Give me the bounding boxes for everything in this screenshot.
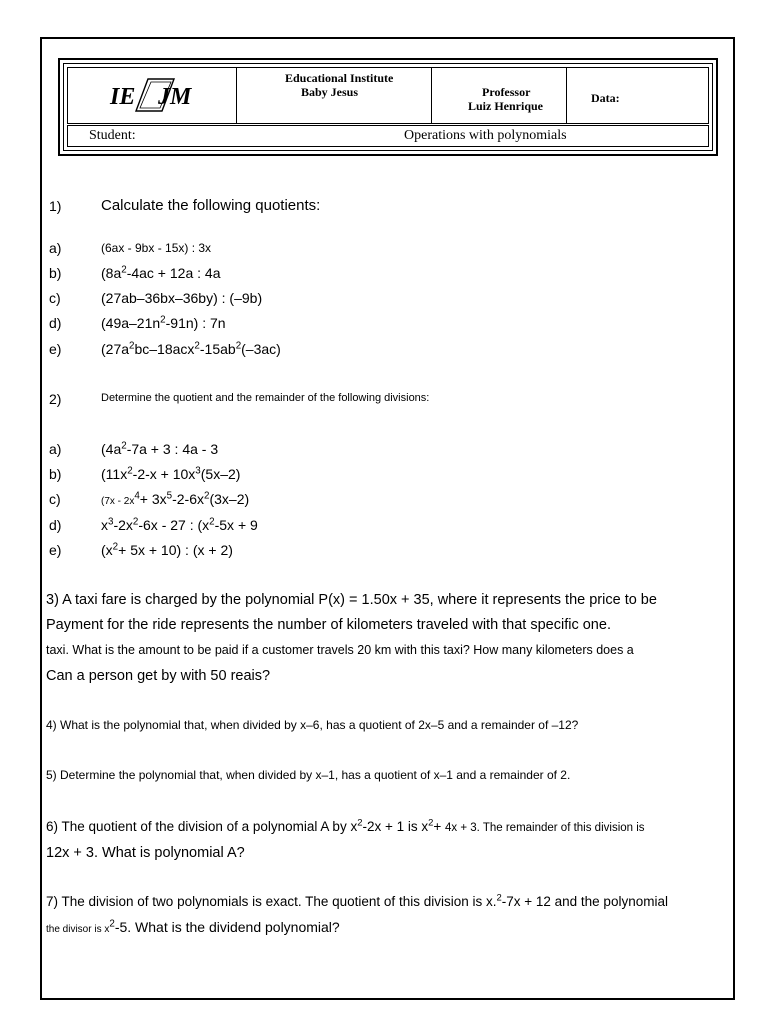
- subject-title: Operations with polynomials: [404, 128, 567, 143]
- q1-prompt: Calculate the following quotients:: [101, 197, 321, 214]
- q2-c-label: c): [49, 491, 61, 507]
- q5-text: 5) Determine the polynomial that, when divided by x–1, has a quotient of x–1 and a remainder of 2.: [46, 768, 571, 782]
- institute-line2: Baby Jesus: [301, 85, 359, 99]
- q2-c-expr: ($7x - 2x^4+ 3x^5-2-6x^2(3x-2)$: [101, 490, 250, 507]
- student-row: [67, 125, 709, 147]
- q3-line2: Payment for the ride represents the number of kilometers traveled with that specific one.: [46, 617, 611, 633]
- q7-line2: the divisor is $x^2-5$. What is the dividend polynomial?: [46, 918, 340, 935]
- q2-number: 2): [49, 391, 62, 407]
- q2-prompt: Determine the quotient and the remainder of the following divisions:: [101, 392, 430, 404]
- q1-number: 1): [49, 198, 62, 214]
- q2-a-label: a): [49, 441, 62, 457]
- q2-b-label: b): [49, 466, 62, 482]
- q7-line1: 7) The division of two polynomials is exact. The quotient of this division is x.$^2$-7x + 12 and the polynomial: [46, 892, 668, 909]
- professor-cell: [431, 67, 567, 124]
- q1-d-expr: $(49a-21n^2-91n)$ : 7n: [101, 314, 226, 331]
- professor-label: Professor: [482, 85, 531, 99]
- q1-b-label: b): [49, 265, 62, 281]
- q2-b-expr: ($11x^2-2-x + 10x^3(5x-2)$: [101, 465, 241, 482]
- q1-e-expr: ($27a^2bc-18acx^2-15ab^2(-3ac)$: [101, 340, 281, 357]
- svg-text:IE: IE: [110, 84, 136, 110]
- q3-line3: taxi. What is the amount to be paid if a customer travels 20 km with this taxi? How many kilometers does a: [46, 643, 634, 657]
- date-cell: [566, 67, 709, 124]
- q3-line4: Can a person get by with 50 reais?: [46, 668, 271, 684]
- q1-d-label: d): [49, 315, 62, 331]
- q2-a-expr: ($4a^2-7a + 3$ : 4a - 3: [101, 440, 219, 457]
- institute-line1: Educational Institute: [285, 71, 394, 85]
- q2-d-expr: $x^3-2x^2-6x - 27$ : ($x^2-5x + 9$: [101, 516, 258, 533]
- q6-line2: 12x + 3. What is polynomial A?: [46, 845, 245, 861]
- q2-d-label: d): [49, 517, 62, 533]
- q6-line1: 6) The quotient of the division of a polynomial A by $x^2-2x + 1$ is $x^2+ 4x + 3$. The remainder of this division is: [46, 817, 645, 834]
- professor-name: Luiz Henrique: [468, 99, 544, 113]
- date-label: Data:: [591, 91, 620, 105]
- q4-text: 4) What is the polynomial that, when divided by x–6, has a quotient of 2x–5 and a remainder of –12?: [46, 718, 579, 732]
- q1-c-label: c): [49, 290, 61, 306]
- svg-text:JM: JM: [158, 84, 192, 110]
- q1-a-label: a): [49, 240, 62, 256]
- student-label: Student:: [89, 128, 136, 143]
- q1-e-label: e): [49, 341, 62, 357]
- q2-e-expr: $(x^2+ 5x + 10)$ : (x + 2): [101, 541, 233, 558]
- q3-line1: 3) A taxi fare is charged by the polynomial P(x) = 1.50x + 35, where it represents the price to be: [46, 592, 657, 608]
- institute-cell: [236, 67, 432, 124]
- q2-e-label: e): [49, 542, 62, 558]
- q1-a-expr: (6ax - 9bx - 15x) : 3x: [101, 241, 212, 255]
- q1-b-expr: ($8a^2-4ac + 12a$ : 4a: [101, 264, 221, 281]
- q1-c-expr: (27ab–36bx–36by) : (–9b): [101, 290, 263, 306]
- institute-logo: [100, 73, 210, 115]
